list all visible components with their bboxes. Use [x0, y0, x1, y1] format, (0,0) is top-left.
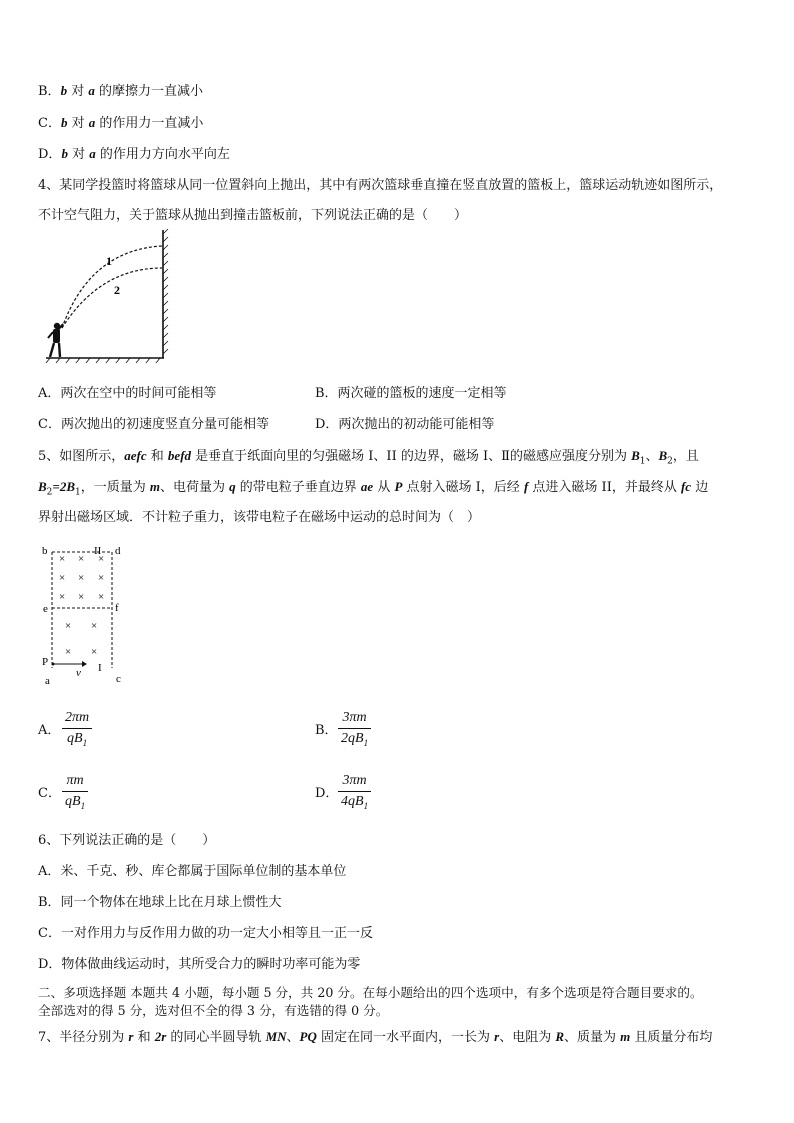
subscript: 2 — [46, 487, 53, 498]
label-e: e — [43, 603, 48, 615]
text: 且质量分布均 — [630, 1030, 713, 1045]
label-c: c — [116, 673, 121, 685]
var: ae — [360, 479, 374, 494]
var: B — [631, 448, 640, 463]
label-v: v — [76, 667, 81, 679]
trajectory-1-label: 1 — [106, 254, 112, 268]
var: aefc — [124, 448, 147, 463]
var: b — [60, 115, 68, 130]
var: q — [229, 479, 236, 494]
text: 固定在同一水平面内，一长为 — [316, 1030, 495, 1045]
text: 的摩擦力一直减小 — [99, 84, 204, 99]
text: ，且 — [672, 449, 699, 464]
numerator: 2πm — [65, 710, 90, 725]
text: 的带电粒子垂直边界 — [235, 480, 361, 495]
option-label: B． — [38, 84, 61, 99]
cross: × — [98, 553, 105, 565]
cross: × — [78, 553, 85, 565]
q5-option-a-label: A． — [38, 723, 61, 738]
var: befd — [167, 448, 192, 463]
denominator — [62, 794, 88, 811]
q4-option-c: C．两次抛出的初速度竖直分量可能相等 — [38, 417, 269, 432]
q3-option-d — [38, 145, 230, 164]
ground-hatch — [46, 358, 160, 363]
text: ，一质量为 — [80, 480, 150, 495]
var: =2B — [52, 479, 75, 494]
fraction-bar — [62, 791, 88, 792]
text: 的同心半圆导轨 — [166, 1030, 266, 1045]
var: 2r — [154, 1029, 167, 1044]
text: 5、如图所示， — [38, 449, 125, 464]
trajectory-2 — [62, 268, 162, 328]
subscript: 1 — [639, 456, 646, 467]
text: 、电阻为 — [499, 1030, 556, 1045]
label-P: P — [42, 656, 49, 668]
var: m — [149, 479, 160, 494]
q6-option-d: D．物体做曲线运动时，其所受合力的瞬时功率可能为零 — [38, 957, 361, 972]
denominator — [64, 731, 90, 748]
section2-heading-line1: 二、多项选择题 本题共 4 小题，每小题 5 分，共 20 分。在每小题给出的四个选项中，有多个选项是符合题目要求的。 — [38, 985, 703, 1000]
q4-stem-line2: 不计空气阻力，关于篮球从抛出到撞击篮板前，下列说法正确的是（ ） — [38, 208, 468, 223]
text: 对 — [71, 84, 85, 99]
var: b — [60, 83, 68, 98]
label-d: d — [115, 545, 121, 557]
q5-stem-line2 — [38, 478, 708, 502]
q4-option-a: A．两次在空中的时间可能相等 — [38, 386, 217, 401]
label-f: f — [115, 602, 119, 614]
var: a — [88, 83, 95, 98]
numerator: 3πm — [342, 773, 367, 788]
fraction-bar — [62, 728, 92, 729]
trajectory-1 — [62, 246, 162, 328]
cross: × — [98, 572, 105, 584]
den-text: qB — [65, 794, 81, 809]
subscript: 1 — [75, 487, 81, 498]
fraction-bar — [338, 728, 371, 729]
arrow-head — [82, 661, 87, 667]
subscript: 1 — [82, 737, 88, 748]
var: fc — [680, 479, 692, 494]
q5-option-c-fraction — [62, 773, 88, 811]
var: P — [394, 479, 403, 494]
q5-stem-line3: 界射出磁场区域．不计粒子重力，该带电粒子在磁场中运动的总时间为（ ） — [38, 510, 481, 525]
q6-stem: 6、下列说法正确的是（ ） — [38, 833, 216, 848]
text: 和 — [146, 449, 168, 464]
subscript: 1 — [363, 737, 369, 748]
cross: × — [65, 620, 72, 632]
var: r — [128, 1029, 134, 1044]
var: B — [658, 448, 668, 463]
subscript: 2 — [667, 456, 673, 467]
text: 、 — [645, 449, 659, 464]
den-text: 4qB — [341, 794, 364, 809]
q5-option-c-label: C． — [38, 786, 61, 801]
option-label: D． — [38, 147, 62, 162]
cross: × — [91, 620, 98, 632]
text: 从 — [373, 480, 395, 495]
subscript: 1 — [363, 800, 369, 811]
text: 、电荷量为 — [160, 480, 230, 495]
var: MN — [265, 1029, 287, 1044]
q6-option-b: B．同一个物体在地球上比在月球上惯性大 — [38, 895, 282, 910]
q7-stem-line1 — [38, 1028, 712, 1047]
q5-option-d-label: D． — [315, 786, 339, 801]
q3-option-b — [38, 82, 203, 101]
text: 点射入磁场 I，后经 — [402, 480, 524, 495]
fraction-bar — [338, 791, 371, 792]
text: 边 — [691, 480, 709, 495]
text: 、 — [286, 1030, 300, 1045]
text: 对 — [72, 147, 86, 162]
label-a: a — [45, 675, 50, 687]
text: 7、半径分别为 — [38, 1030, 129, 1045]
q3-option-c — [38, 114, 203, 133]
text: 是垂直于纸面向里的匀强磁场 I、II 的边界，磁场 I、Ⅱ的磁感应强度分别为 — [191, 449, 632, 464]
cross: × — [59, 553, 66, 565]
cross: × — [59, 591, 66, 603]
q4-figure — [40, 228, 180, 364]
var: b — [61, 146, 68, 161]
q5-option-d-fraction — [338, 773, 371, 811]
point-P — [52, 663, 55, 666]
trajectory-2-label: 2 — [114, 283, 120, 297]
cross: × — [78, 572, 85, 584]
cross: × — [91, 646, 98, 658]
cross: × — [98, 591, 105, 603]
q5-option-a-fraction — [62, 710, 92, 748]
text: 的作用力一直减小 — [99, 116, 204, 131]
q6-option-c: C．一对作用力与反作用力做的功一定大小相等且一正一反 — [38, 926, 373, 941]
den-text: 2qB — [341, 731, 364, 746]
var: a — [88, 115, 96, 130]
var: PQ — [299, 1029, 317, 1044]
q4-option-d: D．两次抛出的初动能可能相等 — [315, 417, 495, 432]
q5-option-b-label: B． — [315, 723, 338, 738]
q4-stem-line1: 4、某同学投篮时将篮球从同一位置斜向上抛出，其中有两次篮球垂直撞在竖直放置的篮板上，篮球运动轨迹如图所示， — [38, 178, 723, 193]
text: 对 — [71, 116, 85, 131]
text: 和 — [133, 1030, 155, 1045]
text: 、质量为 — [564, 1030, 621, 1045]
numerator: 3πm — [342, 710, 367, 725]
text: 点进入磁场 II，并最终从 — [528, 480, 681, 495]
denominator — [338, 794, 371, 811]
field-crosses — [59, 553, 104, 658]
numerator: πm — [66, 773, 84, 788]
cross: × — [78, 591, 85, 603]
cross: × — [59, 572, 66, 584]
option-label: C． — [38, 116, 61, 131]
q6-option-a: A．米、千克、秒、库仑都属于国际单位制的基本单位 — [38, 864, 347, 879]
var: m — [620, 1029, 631, 1044]
den-text: qB — [67, 731, 83, 746]
q5-figure — [38, 540, 138, 688]
label-I: I — [98, 662, 102, 674]
subscript: 1 — [80, 800, 86, 811]
text: 的作用力方向水平向左 — [99, 147, 230, 162]
var: a — [89, 146, 96, 161]
q4-option-b: B．两次碰的篮板的速度一定相等 — [315, 386, 507, 401]
label-II: II — [94, 545, 102, 557]
player-figure — [48, 323, 63, 357]
cross: × — [65, 646, 72, 658]
q5-stem-line1 — [38, 447, 699, 471]
q5-option-b-fraction — [338, 710, 371, 748]
var: R — [555, 1029, 565, 1044]
denominator — [338, 731, 371, 748]
var: r — [494, 1029, 500, 1044]
label-b: b — [42, 545, 48, 557]
var: B — [38, 479, 47, 494]
var: f — [523, 479, 529, 494]
section2-heading-line2: 全部选对的得 5 分，选对但不全的得 3 分，有选错的得 0 分。 — [38, 1003, 389, 1018]
